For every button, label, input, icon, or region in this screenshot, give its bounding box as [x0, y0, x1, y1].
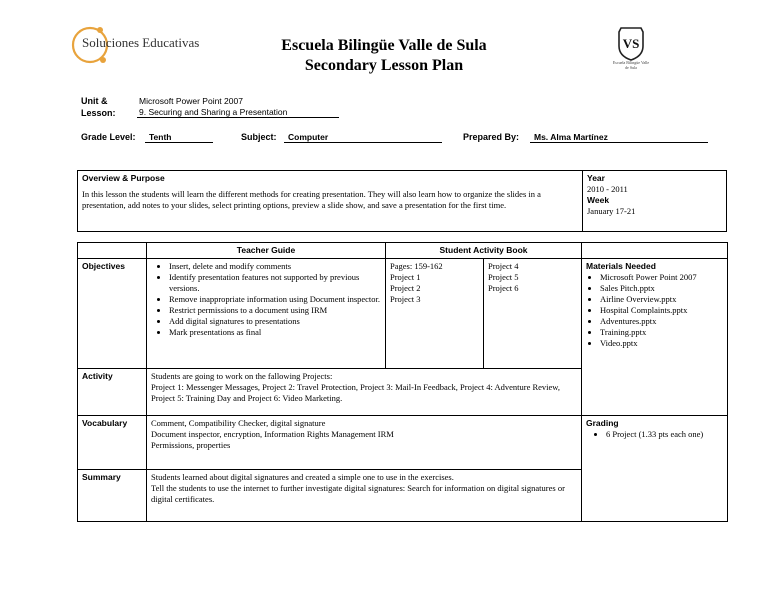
material-item: • Video.pptx — [600, 338, 723, 349]
objectives-cell — [147, 259, 386, 369]
project-item: Project 1 — [390, 272, 421, 282]
grading-cell — [582, 416, 728, 522]
lesson-label: Lesson: — [81, 108, 116, 118]
year-value: 2010 - 2011 — [587, 184, 628, 194]
vocabulary-cell — [147, 416, 582, 470]
shield-icon — [608, 26, 654, 62]
grading-list — [586, 429, 723, 440]
subject-value: Computer — [284, 132, 442, 143]
material-item: • Microsoft Power Point 2007 — [600, 272, 723, 283]
lesson-value: 9. Securing and Sharing a Presentation — [137, 107, 339, 118]
week-label: Week — [587, 195, 610, 205]
summary-line-2: Tell the students to use the internet to further investigate digital signatures: Search for information on digital signatures or digital certificates. — [151, 483, 565, 504]
year-label: Year — [587, 173, 605, 183]
grading-item: • 6 Project (1.33 pts each one) — [606, 429, 723, 440]
col-student-activity-book: Student Activity Book — [386, 243, 582, 259]
pages-value: Pages: 159-162 — [390, 261, 443, 271]
project-item: Project 3 — [390, 294, 421, 304]
week-value: January 17-21 — [587, 206, 636, 216]
objective-item: • Add digital signatures to presentations — [169, 316, 381, 327]
activity-line-1: Students are going to work on the fallowing Projects: — [151, 371, 333, 381]
overview-table — [77, 170, 727, 232]
unit-label: Unit & — [81, 96, 108, 106]
material-item: • Airline Overview.pptx — [600, 294, 723, 305]
overview-heading: Overview & Purpose — [82, 173, 165, 183]
unit-value: Microsoft Power Point 2007 — [139, 96, 243, 106]
seal-caption-1: Escuela Bilingüe Valle — [612, 60, 650, 65]
vocabulary-line: Permissions, properties — [151, 440, 231, 450]
vocabulary-label: Vocabulary — [78, 416, 147, 470]
summary-line-1: Students learned about digital signatures and created a simple one to use in the exercises. — [151, 472, 454, 482]
objectives-label: Objectives — [78, 259, 147, 369]
projects-left — [390, 272, 479, 305]
objective-item: • Restrict permissions to a document using IRM — [169, 305, 381, 316]
project-item: Project 6 — [488, 283, 519, 293]
header-empty-cell — [78, 243, 147, 259]
project-item: Project 5 — [488, 272, 519, 282]
overview-cell — [78, 171, 583, 232]
grade-value: Tenth — [145, 132, 213, 143]
activity-label: Activity — [78, 369, 147, 416]
objective-item: • Remove inappropriate information using Document inspector. — [169, 294, 381, 305]
logo-text: Soluciones Educativas — [82, 35, 200, 50]
objectives-list — [151, 261, 381, 338]
materials-list — [586, 272, 723, 349]
doc-title: Secondary Lesson Plan — [304, 57, 464, 74]
col-teacher-guide: Teacher Guide — [147, 243, 386, 259]
seal-caption-2: de Sula — [625, 65, 637, 70]
summary-label: Summary — [78, 470, 147, 522]
project-item: Project 2 — [390, 283, 421, 293]
grading-heading: Grading — [586, 418, 619, 428]
year-week-cell — [583, 171, 727, 232]
activity-line-2: Project 1: Messenger Messages, Project 2: Travel Protection, Project 3: Mail-In Feedback, Project 4: Adventure Review, Project 5: Training Day and Project 6: Video Marketing. — [151, 382, 561, 403]
project-item: Project 4 — [488, 261, 519, 271]
objective-item: • Insert, delete and modify comments — [169, 261, 381, 272]
grade-label: Grade Level: — [81, 132, 136, 142]
vocabulary-line: Document inspector, encryption, Information Rights Management IRM — [151, 429, 394, 439]
projects-right — [488, 261, 577, 294]
lesson-plan-table — [77, 242, 728, 522]
activity-cell — [147, 369, 582, 416]
objective-item: • Mark presentations as final — [169, 327, 381, 338]
header-empty-cell-right — [582, 243, 728, 259]
vocabulary-line: Comment, Compatibility Checker, digital signature — [151, 418, 326, 428]
logo-soluciones-educativas — [70, 22, 210, 68]
material-item: • Sales Pitch.pptx — [600, 283, 723, 294]
materials-heading: Materials Needed — [586, 261, 656, 271]
material-item: • Adventures.pptx — [600, 316, 723, 327]
material-item: • Training.pptx — [600, 327, 723, 338]
summary-cell — [147, 470, 582, 522]
prepared-label: Prepared By: — [463, 132, 520, 142]
projects-right-cell — [484, 259, 582, 369]
prepared-value: Ms. Alma Martínez — [530, 132, 708, 143]
vocabulary-lines — [151, 418, 577, 451]
objective-item: • Identify presentation features not supported by previous versions. — [169, 272, 381, 294]
material-item: • Hospital Complaints.pptx — [600, 305, 723, 316]
seal-text: VS — [622, 36, 640, 51]
school-name: Escuela Bilingüe Valle de Sula — [281, 37, 487, 54]
school-seal — [608, 26, 654, 72]
pages-cell — [386, 259, 484, 369]
overview-text: In this lesson the students will learn the different methods for creating presentation. They will also learn how to organize the slides in a presentation, add notes to your slides, select printing options, preview a slide show, and save a presentation for the first time. — [82, 189, 541, 210]
subject-label: Subject: — [241, 132, 277, 142]
materials-cell — [582, 259, 728, 416]
